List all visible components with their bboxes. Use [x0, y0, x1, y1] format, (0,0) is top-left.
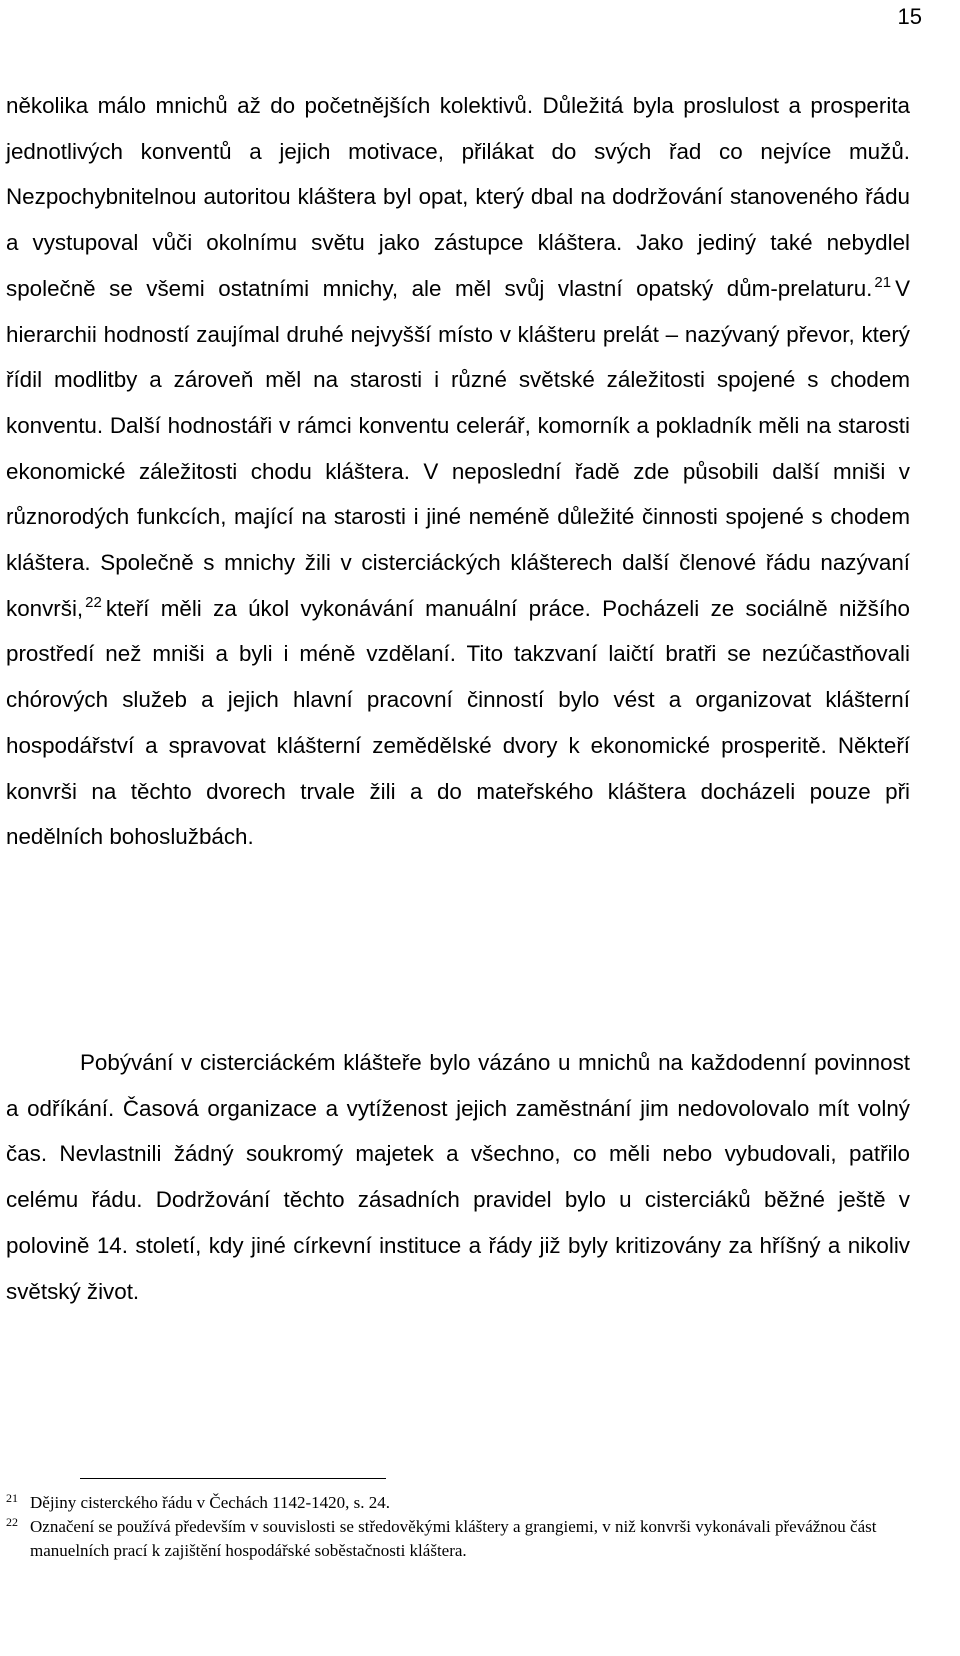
- footnote-ref-21[interactable]: 21: [874, 274, 892, 292]
- paragraph-1-text-part-3: kteří měli za úkol vykonávání manuální práce. Pocházeli ze sociálně nižšího prostředí než mniši a byli i méně vzdělaní. Tito takzvaní laičtí bratři se nezúčastňovali chórových služeb a jejich hlavní pracovní činností bylo vést a organizovat klášterní hospodářství a spravovat klášterní zemědělské dvory k ekonomické prosperitě. Někteří konvrši na těchto dvorech trvale žili a do mateřského kláštera docházeli pouze při nedělních bohoslužbách.: [6, 595, 910, 850]
- footnote-22: [6, 1515, 910, 1563]
- footnote-21: [6, 1491, 910, 1515]
- paragraph-1-text-part-2: V hierarchii hodností zaujímal druhé nejvyšší místo v klášteru prelát – nazývaný převor, který řídil modlitby a zároveň měl na starosti i různé světské záležitosti spojené s chodem konventu. Další hodnostáři v rámci konventu celerář, komorník a pokladník měli na starosti ekonomické záležitosti chodu kláštera. V neposlední řadě zde působili další mniši v různorodých funkcích, mající na starosti i jiné neméně důležité činnosti spojené s chodem kláštera. Společně s mnichy žili v cisterciáckých klášterech další členové řádu nazývaní konvrši,: [6, 275, 910, 621]
- body-paragraph-1: [6, 83, 910, 860]
- footnote-text: Dějiny cisterckého řádu v Čechách 1142-1420, s. 24.: [30, 1493, 391, 1512]
- paragraph-1-text-part-1: několika málo mnichů až do početnějších kolektivů. Důležitá byla proslulost a prosperita jednotlivých konventů a jejich motivace, přilákat do svých řad co nejvíce mužů. Nezpochybnitelnou autoritou kláštera byl opat, který dbal na dodržování stanoveného řádu a vystupoval vůči okolnímu světu jako zástupce kláštera. Jako jediný také nebydlel společně se všemi ostatními mnichy, ale měl svůj vlastní opatský dům-prelaturu.: [6, 93, 910, 301]
- page-number: 15: [897, 4, 922, 29]
- footnote-separator: [80, 1478, 386, 1479]
- footnotes: [6, 1491, 910, 1563]
- footnote-text: Označení se používá především v souvislosti se středověkými kláštery a grangiemi, v niž konvrši vykonávali převážnou část manuelních prací k zajištění hospodářské soběstačnosti kláštera.: [30, 1517, 877, 1560]
- body-paragraph-2: Pobývání v cisterciáckém klášteře bylo vázáno u mnichů na každodenní povinnost a odříkání. Časová organizace a vytíženost jejich zaměstnání jim nedovolovalo mít volný čas. Nevlastnili žádný soukromý majetek a všechno, co měli nebo vybudovali, patřilo celému řádu. Dodržování těchto zásadních pravidel bylo u cisterciáků běžné ještě v polovině 14. století, kdy jiné církevní instituce a řády již byly kritizovány za hříšný a nikoliv světský život.: [6, 1050, 910, 1304]
- footnote-number: 22: [6, 1515, 18, 1529]
- footnote-number: 21: [6, 1491, 18, 1505]
- footnote-ref-22[interactable]: 22: [85, 594, 102, 612]
